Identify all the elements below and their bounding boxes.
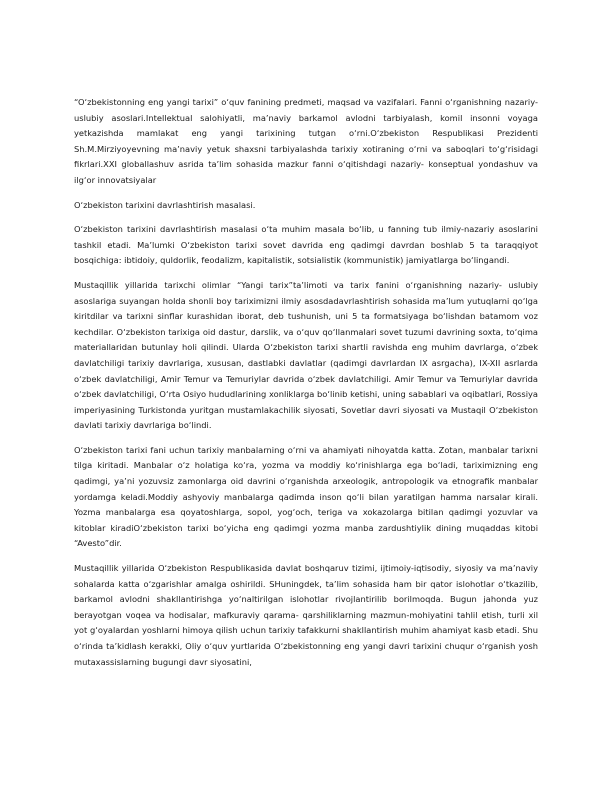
document-body [74,95,538,679]
paragraph-sources: O‘zbekiston tarixi fani uchun tarixiy manbalarning o‘rni va ahamiyati nihoyatda katta. Zotan, manbalar tarixni tilga kiritadi. Manbalar o‘z holatiga ko‘ra, yozma va moddiy ko‘rinishlarga ega bo‘ladi, tariximizning eng qadimgi, ya’ni yozuvsiz zamonlarga oid davrini o‘rganishda arxeologik, antropologik va etnografik manbalar yordamga keladi.Moddiy ashyoviy manbalarga qadimda inson qo‘li bilan yaratilgan hamma narsalar kirali. Yozma manbalarga esa qoyatoshlarga, sopol, yog‘och, teriga va xokazolarga bitilan qadimgi yozuvlar va kitoblar kiradiO‘zbekiston tarixi bo‘yicha eng qadimgi yozma manba zardushtiylik dining muqaddas kitobi “Avesto”dir. [74,444,538,549]
paragraph-reforms: Mustaqillik yillarida O‘zbekiston Respublikasida davlat boshqaruv tizimi, ijtimoiy-iqtisodiy, siyosiy va ma’naviy sohalarda katta o‘zgarishlar amalga oshirildi. SHuningdek, ta’lim sohasida ham bir qator islohotlar o‘tkazilib, barkamol avlodni shakllantirishga yo‘naltirilgan islohotlar rivojlantirilib borilmoqda. Bugun jahonda yuz berayotgan voqea va hodisalar, mafkuraviy qarama- qarshiliklarning mazmun-mohiyatini tahlil etish, turli xil yot g‘oyalardan yoshlarni himoya qilish uchun tarixiy tafakkurni shakllantirish muhim ahamiyat kasb etadi. Shu o‘rinda ta’kidlash kerakki, Oliy o‘quv yurtlarida O‘zbekistonning eng yangi davri tarixini chuqur o‘rganish yosh mutaxassislarning bugungi davr siyosatini, [74,563,538,667]
paragraph-periodization: O‘zbekiston tarixini davrlashtirish masalasi o‘ta muhim masala bo‘lib, u fanning tub ilmiy-nazariy asoslarini tashkil etadi. Ma’lumki O‘zbekiston tarixi sovet davrida eng qadimgi davrdan boshlab 5 ta taraqqiyot bosqichiga: ibtidoiy, quldorlik, feodalizm, kapitalistik, sotsialistik (kommunistik) jamiyatlarga bo‘lingandi. [74,224,538,266]
paragraph-independence-years: Mustaqillik yillarida tarixchi olimlar “Yangi tarix”ta’limoti va tarix fanini o‘rganishning nazariy- uslubiy asoslariga suyangan holda shonli boy tariximizni ilmiy asosdadavrlashtirish sohasida ma’lum yutuqlarni qo‘lga kiritdilar va tarixni sinflar kurashidan iborat, deb tushunish, uni 5 ta formatsiyaga bo‘lishdan batamom voz kechdilar. O‘zbekiston tarixiga oid dastur, darslik, va o‘quv qo‘llanmalari sovet tuzumi davrining soxta, to‘qima materiallaridan butunlay holi qilindi. Ularda O‘zbekiston tarixi shartli ravishda eng muhim davrlarga, o‘zbek davlatchiligi tarixiy davrlariga, xususan, dastlabki davlatlar (qadimgi davrlardan IX asrgacha), IX-XII asrlarda o‘zbek davlatchiligi, Amir Temur va Temuriylar davrida o‘zbek davlatchiligi. Amir Temur va Temuriylar davrida o‘zbek davlatchiligi, O‘rta Osiyo hududlarining xonliklarga bo‘linib ketishi, uning sabablari va oqibatlari, Rossiya imperiyasining Turkistonda yuritgan mustamlakachilik siyosati, Sovetlar davri siyosati va Mustaqil O‘zbekiston davlati tarixiy davrlariga bo‘lindi. [74,279,538,431]
section-heading: O‘zbekiston tarixini davrlashtirish masalasi. [74,199,256,210]
paragraph-intro: “O‘zbekistonning eng yangi tarixi” o‘quv fanining predmeti, maqsad va vazifalari. Fanni o‘rganishning nazariy-uslubiy asoslari.Intellektual salohiyatli, ma’naviy barkamol avlodni tarbiyalash, komil insonni voyaga yetkazishda mamlakat eng yangi tarixining tutgan o‘rni.O‘zbekiston Respublikasi Prezidenti Sh.M.Mirziyoyevning ma’naviy yetuk shaxsni tarbiyalashda tarixiy xotiraning o‘rni va saboqlari to‘g‘risidagi fikrlari.XXI globallashuv asrida ta’lim sohasida mazkur fanni o‘qitishdagi nazariy- konseptual yondashuv va ilg‘or innovatsiyalar [74,97,538,185]
